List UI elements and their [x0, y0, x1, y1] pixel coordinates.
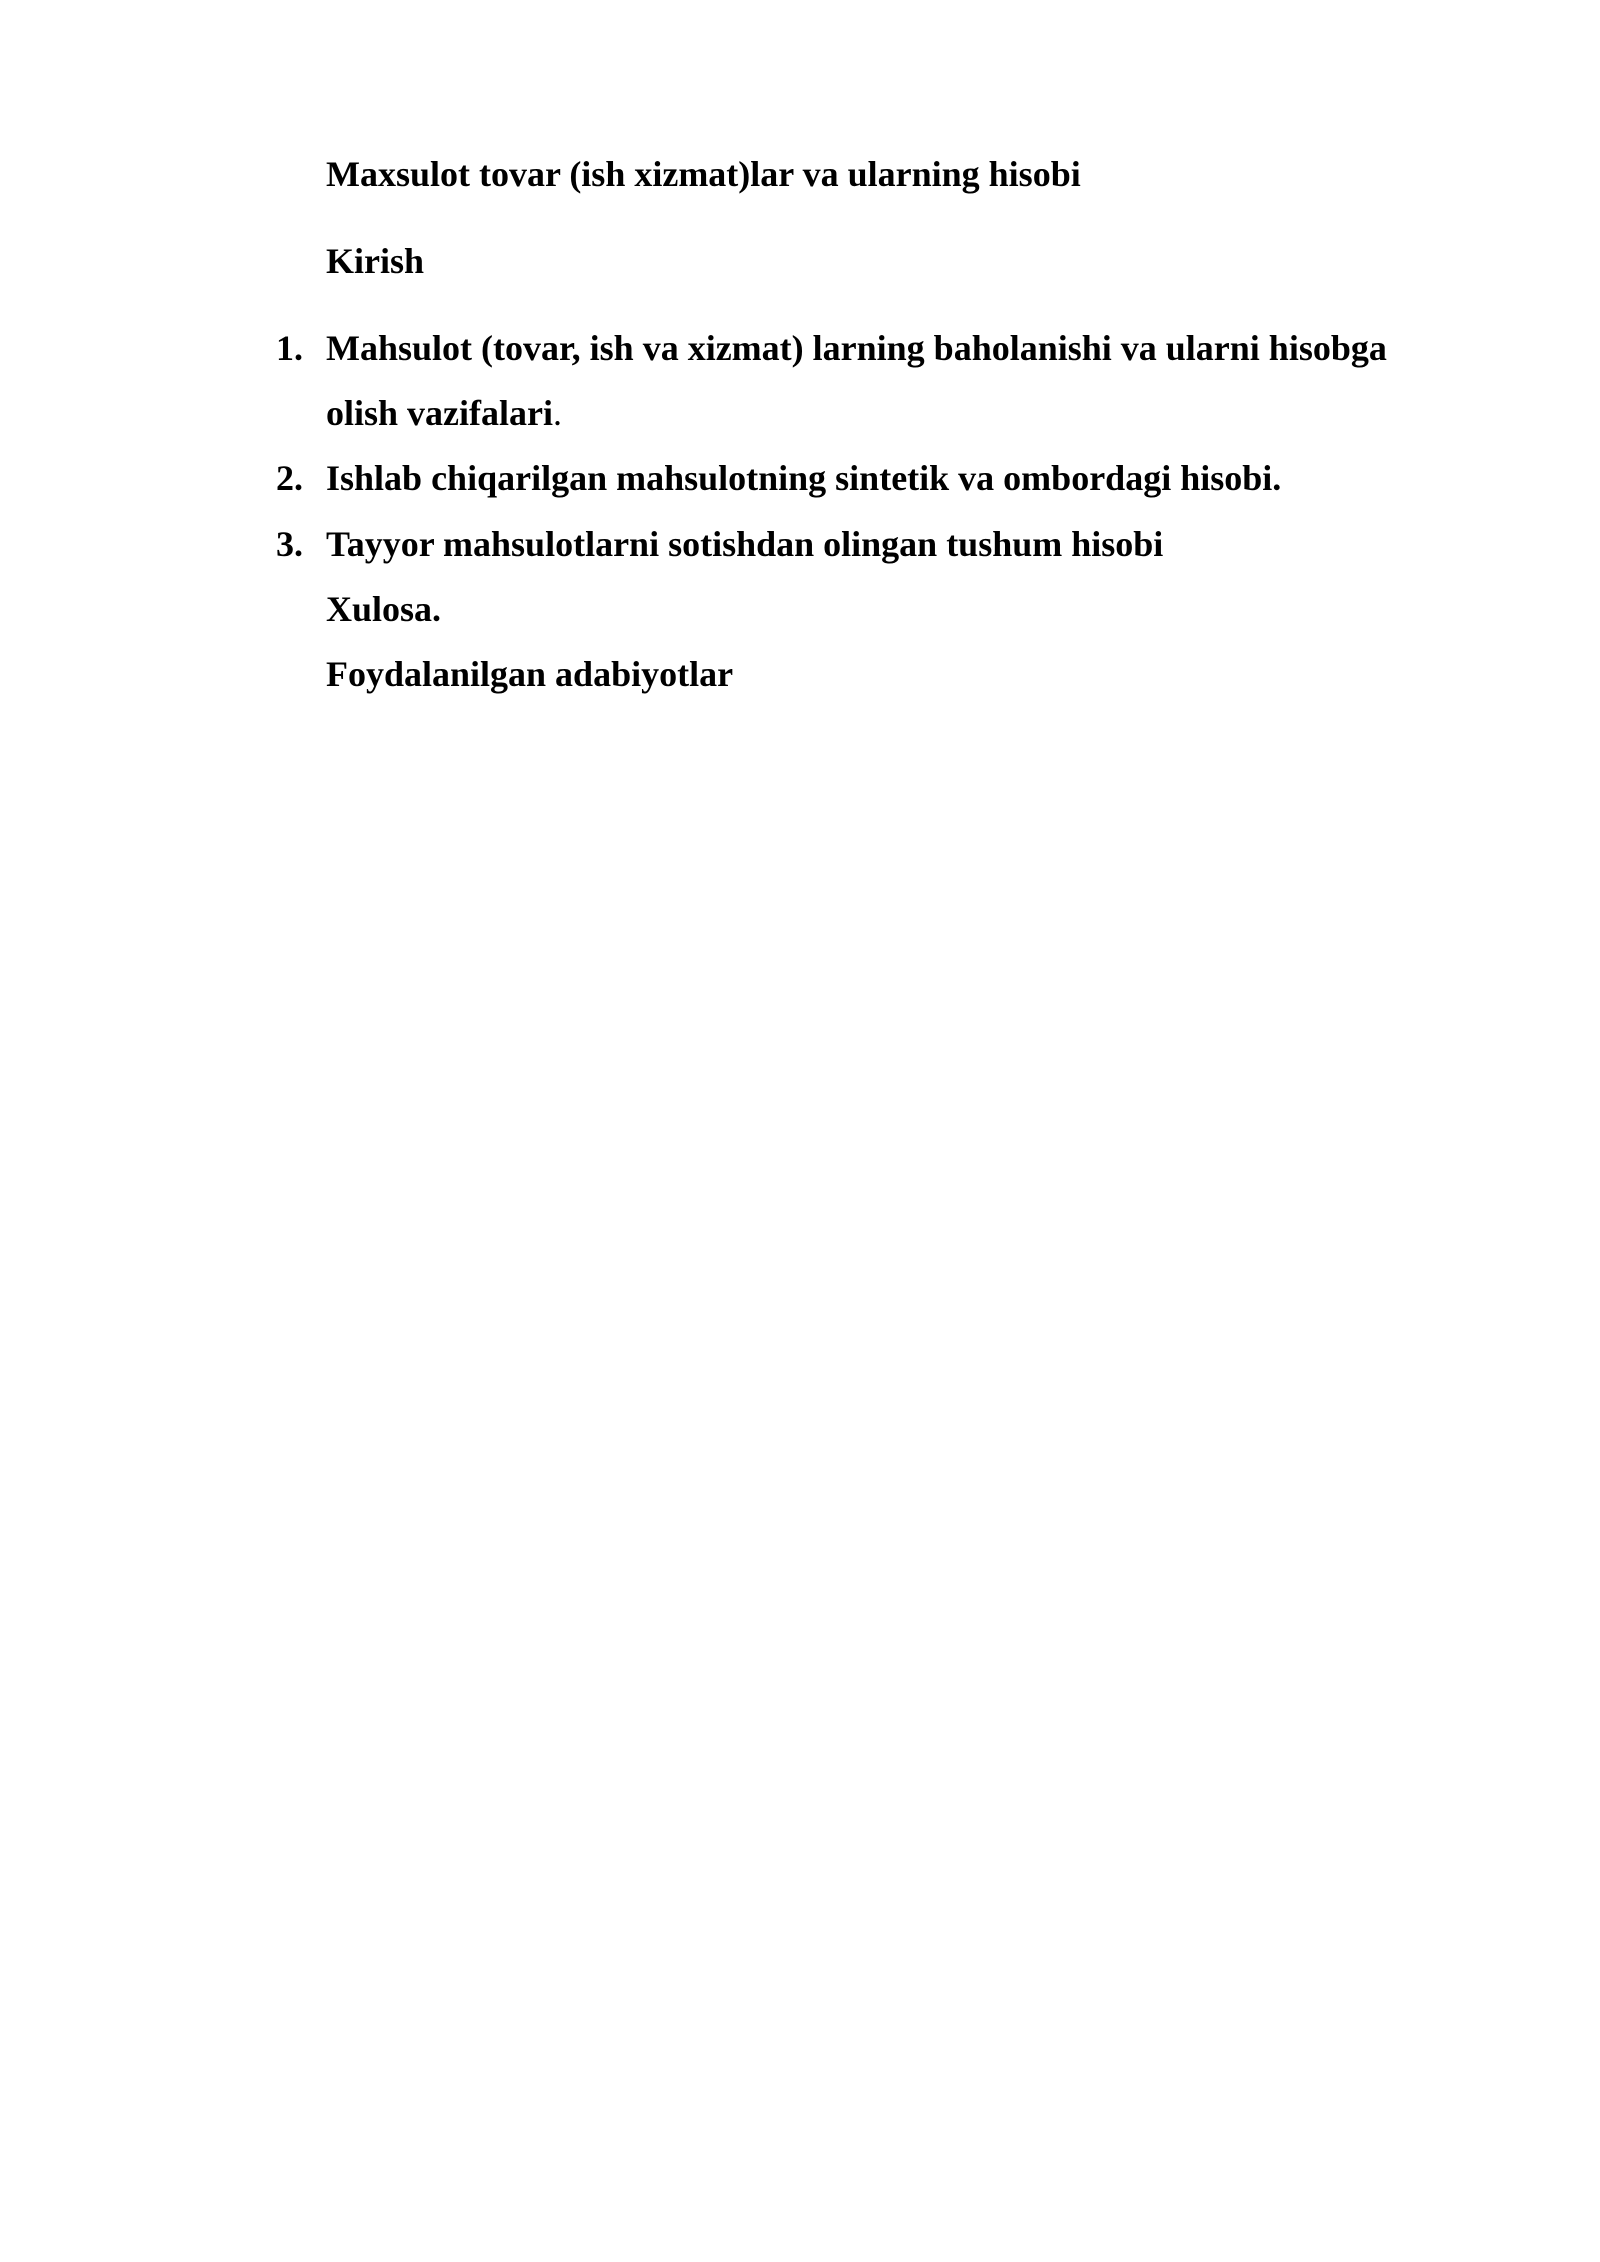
list-item-number: 1. — [276, 328, 303, 368]
list-item-text-part: olish vazifalari — [326, 393, 553, 433]
section-introduction: Kirish — [326, 241, 425, 281]
section-conclusion: Xulosa. — [326, 589, 442, 629]
list-item-number: 2. — [276, 458, 303, 498]
list-item-text: Mahsulot (tovar, ish va xizmat) larning baholanishi va ularni hisobga — [326, 328, 1387, 368]
list-item-text: Tayyor mahsulotlarni sotishdan olingan tushum hisobi — [326, 524, 1164, 564]
list-item-number: 3. — [276, 524, 303, 564]
list-item-text-continuation — [326, 391, 562, 435]
list-item-text: Ishlab chiqarilgan mahsulotning sintetik va ombordagi hisobi. — [326, 458, 1282, 498]
section-references: Foydalanilgan adabiyotlar — [326, 654, 734, 694]
list-item-period: . — [553, 393, 562, 433]
document-title: Maxsulot tovar (ish xizmat)lar va ularning hisobi — [326, 154, 1081, 194]
